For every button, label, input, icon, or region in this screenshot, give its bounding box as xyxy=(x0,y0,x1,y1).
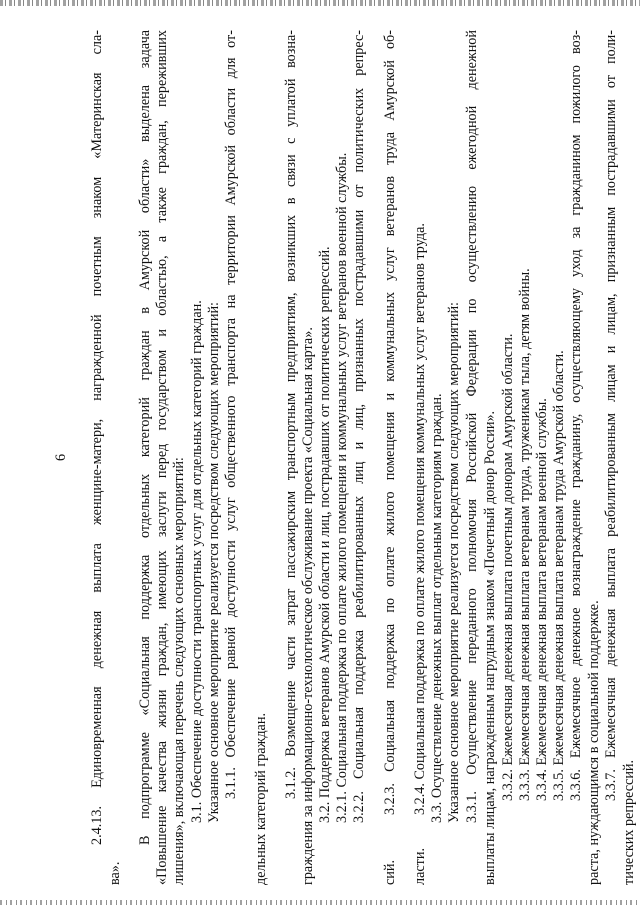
text-line-21: 3.3.1. Осуществление переданного полномочия Российской Федерации по осуществлению ежегодной денежной xyxy=(464,30,480,823)
text-line-22: выплаты лицам, награжденным нагрудным знаком «Почетный донор России». xyxy=(482,410,498,885)
text-line-7: Указанное основное мероприятие реализуется посредством следующих мероприятий: xyxy=(206,302,222,823)
text-line-23: 3.3.2. Ежемесячная денежная выплата почетным донорам Амурской области. xyxy=(500,333,516,801)
text-line-15: сий. xyxy=(382,859,398,885)
text-line-25: 3.3.4. Ежемесячная денежная выплата ветеранам военной службы. xyxy=(534,398,550,801)
text-line-19: 3.3. Осуществление денежных выплат отдельным категориям граждан. xyxy=(429,393,445,823)
scan-edge-top xyxy=(0,0,640,6)
text-line-20: Указанное основное мероприятие реализуется посредством следующих мероприятий: xyxy=(446,302,462,823)
text-line-27: 3.3.6. Ежемесячное денежное вознаграждение гражданину, осуществляющему уход за гражданином пожилого воз- xyxy=(568,30,584,801)
text-line-30: тических репрессий. xyxy=(621,759,637,885)
text-line-29: 3.3.7. Ежемесячная денежная выплата реабилитированным лицам и лицам, признанным пострадавшими от поли- xyxy=(603,30,619,801)
text-line-12: 3.2. Поддержка ветеранов Амурской области и лиц, пострадавших от политических репрессий. xyxy=(317,246,333,823)
text-line-18: 3.2.4. Социальная поддержка по оплате жилого помещения коммунальных услуг ветеранов труда. xyxy=(412,223,428,815)
text-line-17: ласти. xyxy=(412,847,428,885)
text-line-14: 3.2.2. Социальная поддержка реабилитированных лиц и лиц, признанных пострадавшими от политических репрес- xyxy=(351,30,367,823)
text-line-6: 3.1. Обеспечение доступности транспортных услуг для отдельных категорий граждан. xyxy=(189,300,205,823)
text-line-5: лишения», включающая перечень следующих основных мероприятий: xyxy=(171,457,187,885)
text-line-24: 3.3.3. Ежемесячная денежная выплата ветеранам труда, труженикам тыла, детям войны. xyxy=(517,268,533,801)
text-line-16: 3.2.3. Социальная поддержка по оплате жилого помещения и коммунальных услуг ветеранов труда Амурской об- xyxy=(382,30,398,815)
text-line-9: дельных категорий граждан. xyxy=(253,713,269,885)
text-line-26: 3.3.5. Ежемесячная денежная выплата ветеранам труда Амурской области. xyxy=(551,350,567,801)
rotated-text-block xyxy=(48,30,637,885)
text-line-11: граждения за информационно-технологическое обслуживание проекта «Социальная карта». xyxy=(300,327,316,885)
text-line-1: 2.4.13. Единовременная денежная выплата женщине-матери, награжденной почетным знаком «Материнская сла- xyxy=(89,30,105,845)
text-line-8: 3.1.1. Обеспечение равной доступности услуг общественного транспорта на территории Амурской области для от- xyxy=(223,30,239,799)
text-line-3: В подпрограмме «Социальная поддержка отдельных категорий граждан в Амурской области» выделена задача xyxy=(137,30,153,845)
text-line-10: 3.1.2. Возмещение части затрат пассажирским транспортным предприятиям, возникших в связи с уплатой возна- xyxy=(283,30,299,799)
text-line-28: раста, нуждающимся в социальной поддержке. xyxy=(586,600,602,885)
page-number: 6 xyxy=(53,453,69,462)
scan-edge-bottom xyxy=(0,900,640,905)
text-line-2: ва». xyxy=(107,861,123,885)
text-line-13: 3.2.1. Социальная поддержка по оплате жилого помещения и коммунальных услуг ветеранов военной службы. xyxy=(334,152,350,823)
text-line-4: «Повышение качества жизни граждан, имеющих заслуги перед государством и областью, а также граждан, переживших xyxy=(154,30,170,885)
